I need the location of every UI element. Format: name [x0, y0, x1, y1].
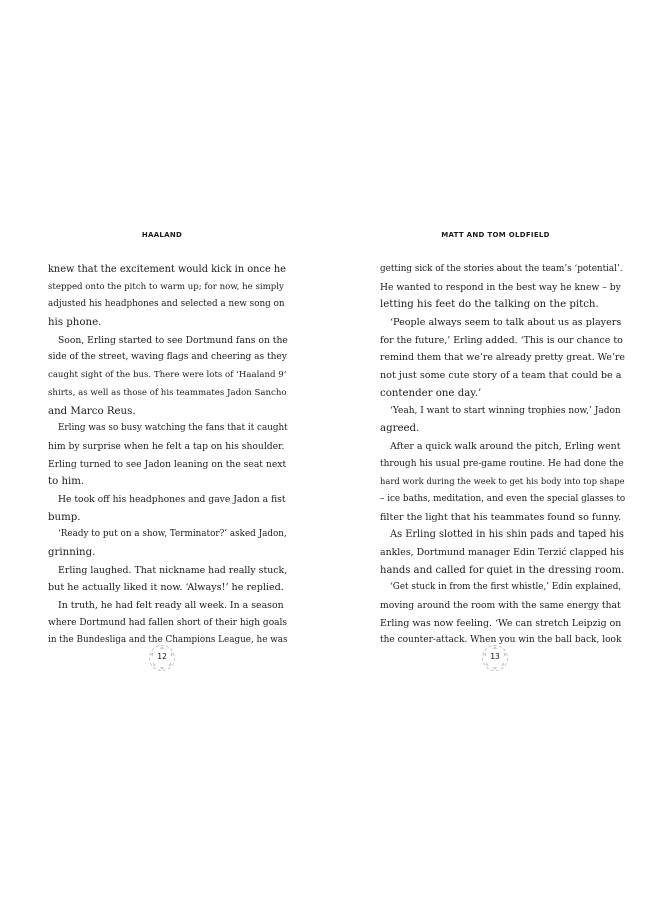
running-head: HAALAND [141, 231, 183, 239]
text-line: not just some cute story of a team that could be a [380, 370, 622, 382]
page-number-text: 12 [157, 652, 167, 661]
page-number-text: 13 [490, 652, 500, 661]
text-line: Soon, Erling started to see Dortmund fans on the [58, 334, 288, 346]
right-page [330, 0, 660, 900]
text-line: ‘Get stuck in from the first whistle,’ Edin explained, [390, 582, 622, 593]
text-line: and Marco Reus. [48, 405, 136, 417]
text-line: stepped onto the pitch to warm up; for now, he simply [48, 281, 284, 292]
text-line: hard work during the week to get his body into top shape [380, 476, 625, 487]
text-line: In truth, he had felt ready all week. In a season [58, 600, 284, 612]
text-line: side of the street, waving flags and cheering as they [48, 352, 287, 363]
text-line: hands and called for quiet in the dressing room. [380, 564, 625, 576]
text-line: caught sight of the bus. There were lots of ‘Haaland 9’ [48, 370, 287, 381]
text-line: He took off his headphones and gave Jadon a fist [58, 493, 286, 505]
text-line: ‘Ready to put on a show, Terminator?’ asked Jadon, [58, 529, 287, 540]
text-line: contender one day.’ [380, 387, 482, 399]
text-line: in the Bundesliga and the Champions League, he was [48, 635, 288, 646]
page-number [148, 644, 176, 672]
text-line: ‘People always seem to talk about us as players [390, 317, 622, 329]
text-line: remind them that we’re already pretty great. We’re [380, 352, 625, 364]
text-line: He wanted to respond in the best way he knew – by [380, 281, 621, 293]
text-line: After a quick walk around the pitch, Erling went [390, 440, 621, 452]
text-line: him by surprise when he felt a tap on his shoulder. [48, 440, 285, 452]
text-line: for the future,’ Erling added. ‘This is our chance to [380, 334, 623, 346]
body-text [48, 261, 288, 650]
text-line: getting sick of the stories about the team’s ‘potential’. [380, 264, 623, 274]
running-head: MATT AND TOM OLDFIELD [441, 231, 550, 239]
text-line: through his usual pre-game routine. He had done the [380, 458, 624, 469]
text-line: but he actually liked it now. ‘Always!’ he replied. [48, 582, 284, 594]
text-line: Erling turned to see Jadon leaning on the seat next [48, 458, 287, 470]
text-line: to him. [48, 476, 85, 488]
text-line: Erling laughed. That nickname had really stuck, [58, 564, 288, 576]
text-line: Erling was so busy watching the fans that it caught [58, 423, 288, 434]
page-number [481, 644, 509, 672]
text-line: ‘Yeah, I want to start winning trophies now,’ Jadon [390, 405, 621, 416]
body-text [380, 261, 625, 650]
text-line: adjusted his headphones and selected a new song on [48, 299, 285, 310]
text-line: As Erling slotted in his shin pads and taped his [390, 529, 624, 541]
text-line: ankles, Dortmund manager Edin Terzić clapped his [380, 547, 624, 558]
text-line: moving around the room with the same energy that [380, 600, 621, 612]
text-line: – ice baths, meditation, and even the special glasses to [380, 493, 626, 504]
text-line: knew that the excitement would kick in once he [48, 264, 286, 275]
text-line: grinning. [48, 547, 96, 558]
text-line: shirts, as well as those of his teammates Jadon Sancho [48, 387, 287, 398]
text-line: letting his feet do the talking on the pitch. [380, 299, 599, 311]
text-line: agreed. [380, 423, 420, 435]
text-line: the counter-attack. When you win the ball back, look [380, 635, 622, 646]
text-line: where Dortmund had fallen short of their high goals [48, 617, 287, 628]
text-line: filter the light that his teammates found so funny. [380, 511, 622, 523]
text-line: Erling was now feeling. ‘We can stretch Leipzig on [380, 617, 622, 629]
text-line: his phone. [48, 317, 102, 329]
text-line: bump. [48, 511, 81, 523]
